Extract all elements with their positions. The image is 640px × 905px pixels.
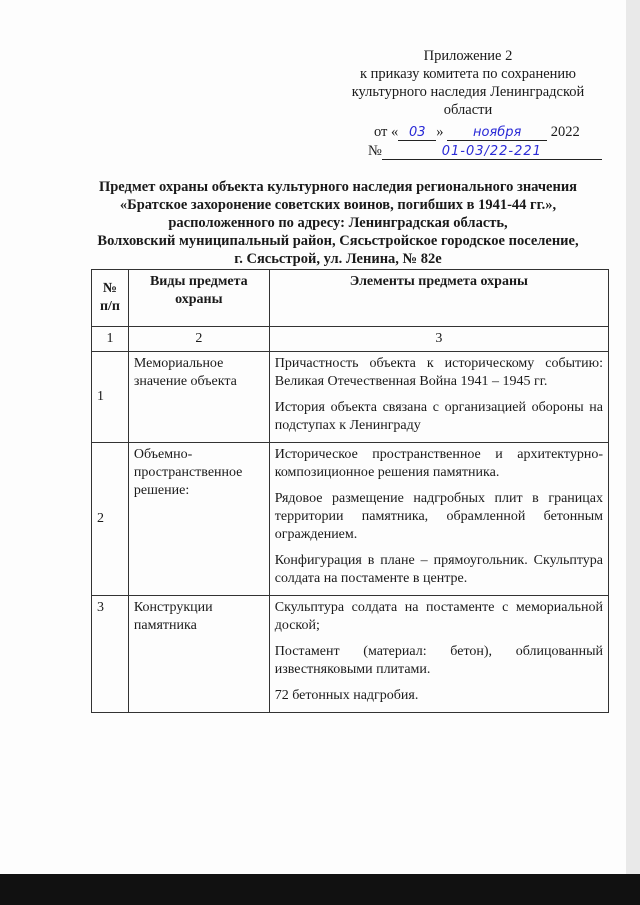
row-num: 1	[92, 352, 129, 443]
protection-subject-table	[91, 269, 609, 713]
header-elements: Элементы предмета охраны	[269, 270, 608, 327]
element-text: Причастность объекта к историческому событию: Великая Отечественная Война 1941 – 1945 гг.	[274, 356, 603, 389]
date-prefix: от «	[374, 124, 399, 140]
scan-bottom-band	[0, 874, 640, 905]
element-text: Историческое пространственное и архитектурно-композиционное решения памятника.	[274, 447, 603, 480]
title-line: «Братское захоронение советских воинов, погибших в 1941-44 гг.»,	[119, 197, 557, 213]
element-text: 72 бетонных надгробия.	[274, 688, 419, 703]
index-cell: 2	[128, 327, 269, 352]
appendix-line: культурного наследия Ленинградской	[351, 84, 585, 100]
row-elements	[269, 352, 608, 443]
row-elements	[269, 596, 608, 713]
title-line: г. Сясьстрой, ул. Ленина, № 82е	[234, 251, 442, 267]
order-year: 2022	[550, 124, 580, 140]
index-cell: 3	[269, 327, 608, 352]
index-cell: 1	[92, 327, 129, 352]
table-row	[92, 352, 609, 443]
order-day: 03	[398, 125, 436, 141]
table-row	[92, 596, 609, 713]
order-number	[368, 143, 602, 160]
row-type: Объемно-пространственное решение:	[128, 443, 269, 596]
title-line: Предмет охраны объекта культурного наследия регионального значения	[98, 179, 578, 195]
header-types: Виды предмета охраны	[128, 270, 269, 327]
table-row	[92, 443, 609, 596]
appendix-line: к приказу комитета по сохранению	[359, 66, 576, 82]
row-num: 2	[92, 443, 129, 596]
element-text: Конфигурация в плане – прямоугольник. Скульптура солдата на постаменте в центре.	[274, 553, 603, 586]
row-type: Мемориальное значение объекта	[128, 352, 269, 443]
order-month: ноября	[447, 125, 547, 141]
table-index-row	[92, 327, 609, 352]
order-number-value: 01-03/22-221	[382, 144, 602, 160]
scan-edge	[626, 0, 640, 874]
appendix-header	[318, 47, 618, 119]
element-text: История объекта связана с организацией обороны на подступах к Ленинграду	[274, 400, 603, 433]
number-prefix: №	[368, 143, 382, 159]
row-num: 3	[92, 596, 129, 713]
header-num: № п/п	[92, 270, 129, 327]
appendix-line: области	[443, 102, 493, 118]
row-elements	[269, 443, 608, 596]
title-line: Волховский муниципальный район, Сясьстройское городское поселение,	[97, 233, 579, 249]
element-text: Постамент (материал: бетон), облицованный известняковыми плитами.	[274, 644, 603, 677]
element-text: Скульптура солдата на постаменте с мемориальной доской;	[274, 600, 603, 633]
order-date	[374, 124, 580, 141]
appendix-line: Приложение 2	[423, 48, 513, 64]
row-type: Конструкции памятника	[128, 596, 269, 713]
document-title	[78, 178, 598, 268]
element-text: Рядовое размещение надгробных плит в границах территории памятника, обрамленной бетонным ограждением.	[274, 491, 603, 542]
date-mid: »	[436, 124, 444, 140]
table-header-row	[92, 270, 609, 327]
title-line: расположенного по адресу: Ленинградская область,	[168, 215, 508, 231]
